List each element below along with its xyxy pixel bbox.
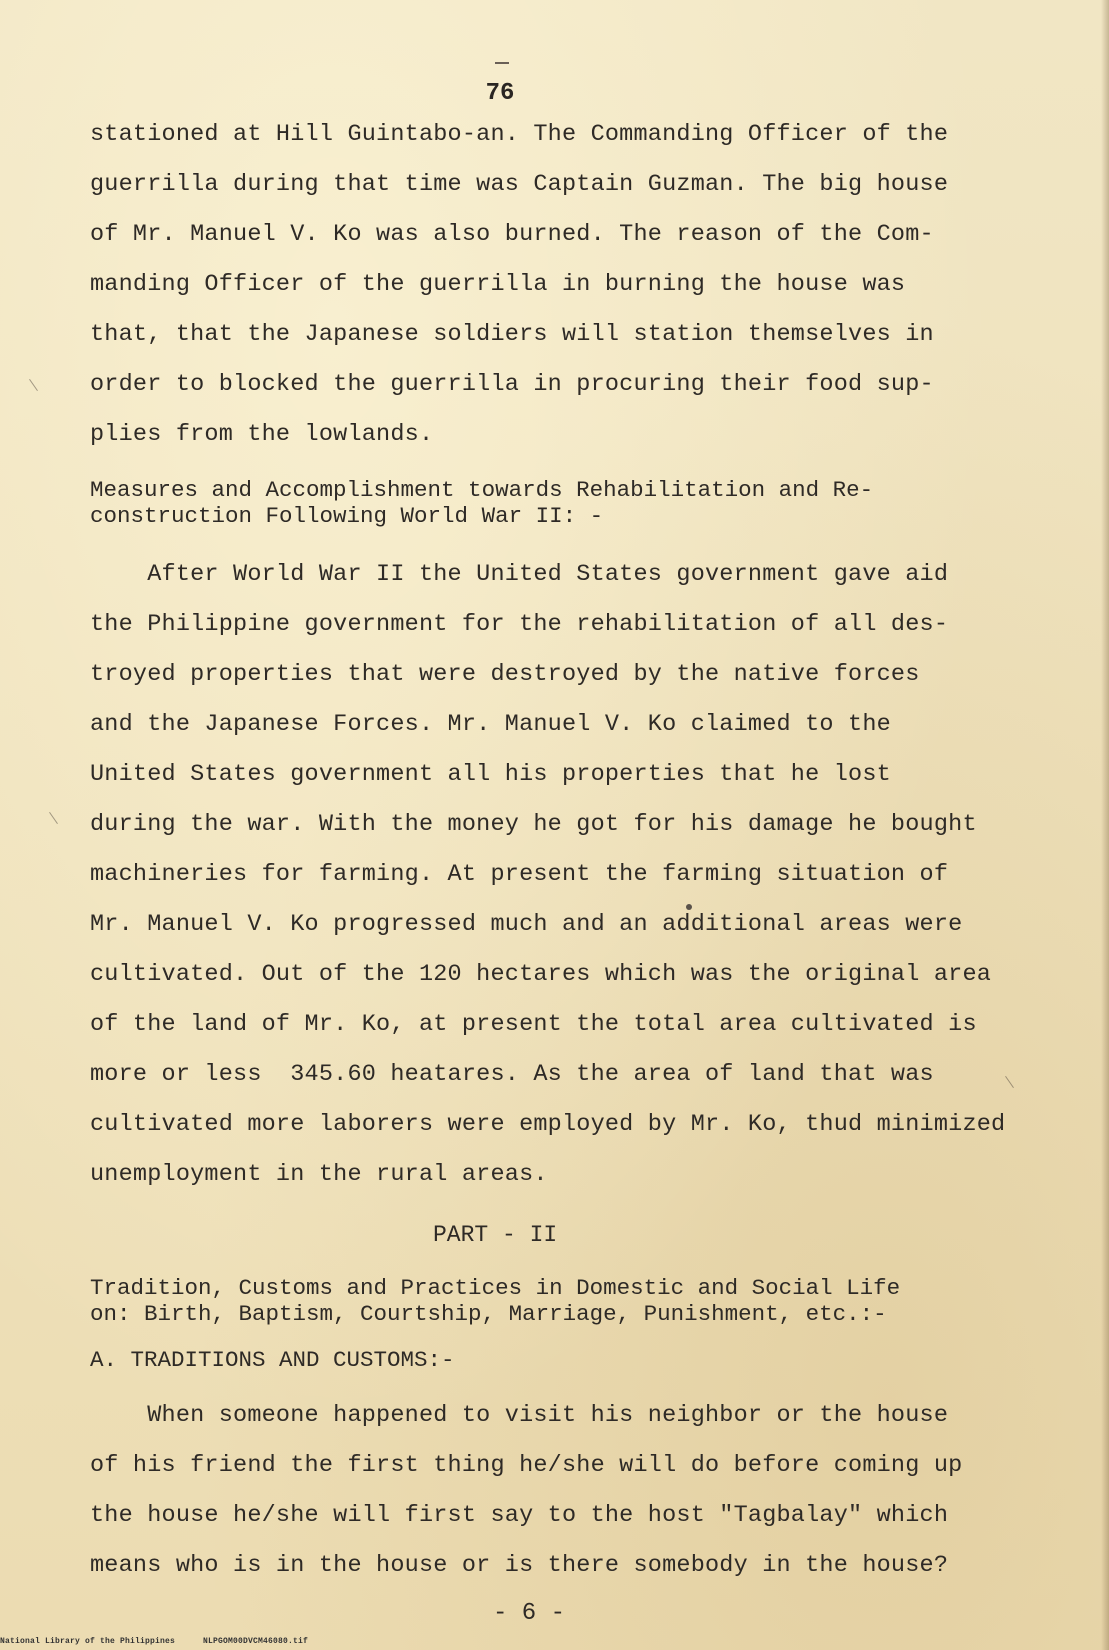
text-line: that, that the Japanese soldiers will station themselves in — [90, 321, 934, 348]
text-line: cultivated more laborers were employed by Mr. Ko, thud minimized — [90, 1111, 1006, 1138]
text-line: guerrilla during that time was Captain Guzman. The big house — [90, 171, 949, 198]
text-line: during the war. With the money he got for his damage he bought — [90, 811, 977, 838]
heading-line: Measures and Accomplishment towards Rehabilitation and Re- — [90, 477, 874, 503]
text-line: machineries for farming. At present the farming situation of — [90, 861, 949, 888]
text-line: of his friend the first thing he/she will do before coming up — [90, 1452, 963, 1479]
text-line: means who is in the house or is there somebody in the house? — [90, 1552, 949, 1579]
heading-line: on: Birth, Baptism, Courtship, Marriage, Punishment, etc.:- — [90, 1301, 887, 1327]
text-line: unemployment in the rural areas. — [90, 1161, 548, 1188]
text-line: the house he/she will first say to the host "Tagbalay" which — [90, 1502, 949, 1529]
paper-mark — [49, 812, 58, 824]
top-dash-mark — [495, 62, 509, 64]
heading-line: Tradition, Customs and Practices in Domestic and Social Life — [90, 1275, 901, 1301]
archive-stamp — [0, 1637, 308, 1646]
text-line: stationed at Hill Guintabo-an. The Commanding Officer of the — [90, 121, 949, 148]
paper-speck — [686, 904, 692, 910]
text-line: After World War II the United States government gave aid — [90, 561, 949, 588]
stamp-institution: National Library of the Philippines — [0, 1637, 176, 1646]
text-line: cultivated. Out of the 120 hectares which was the original area — [90, 961, 992, 988]
text-line: more or less 345.60 heatares. As the area of land that was — [90, 1061, 934, 1088]
paper-mark — [1005, 1076, 1014, 1088]
text-line: order to blocked the guerrilla in procuring their food sup- — [90, 371, 934, 398]
text-line: the Philippine government for the rehabilitation of all des- — [90, 611, 949, 638]
heading-line: construction Following World War II: - — [90, 503, 604, 529]
stamp-filename: NLPGOM00DVCM46080.tif — [203, 1637, 309, 1646]
text-line: of the land of Mr. Ko, at present the total area cultivated is — [90, 1011, 977, 1038]
text-line: When someone happened to visit his neighbor or the house — [90, 1402, 949, 1429]
text-line: of Mr. Manuel V. Ko was also burned. The reason of the Com- — [90, 221, 934, 248]
footer-page-number: - 6 - — [493, 1600, 566, 1627]
text-line: plies from the lowlands. — [90, 421, 434, 448]
page-edge-shadow — [1101, 0, 1109, 1650]
text-line: manding Officer of the guerrilla in burning the house was — [90, 271, 906, 298]
text-line: and the Japanese Forces. Mr. Manuel V. Ko claimed to the — [90, 711, 891, 738]
text-line: United States government all his properties that he lost — [90, 761, 891, 788]
text-line: troyed properties that were destroyed by the native forces — [90, 661, 920, 688]
text-line: Mr. Manuel V. Ko progressed much and an additional areas were — [90, 911, 963, 938]
part-title: PART - II — [433, 1222, 558, 1248]
paper-mark — [29, 379, 38, 391]
subsection-heading: A. TRADITIONS AND CUSTOMS:- — [90, 1347, 455, 1373]
page-number: 76 — [485, 80, 515, 107]
